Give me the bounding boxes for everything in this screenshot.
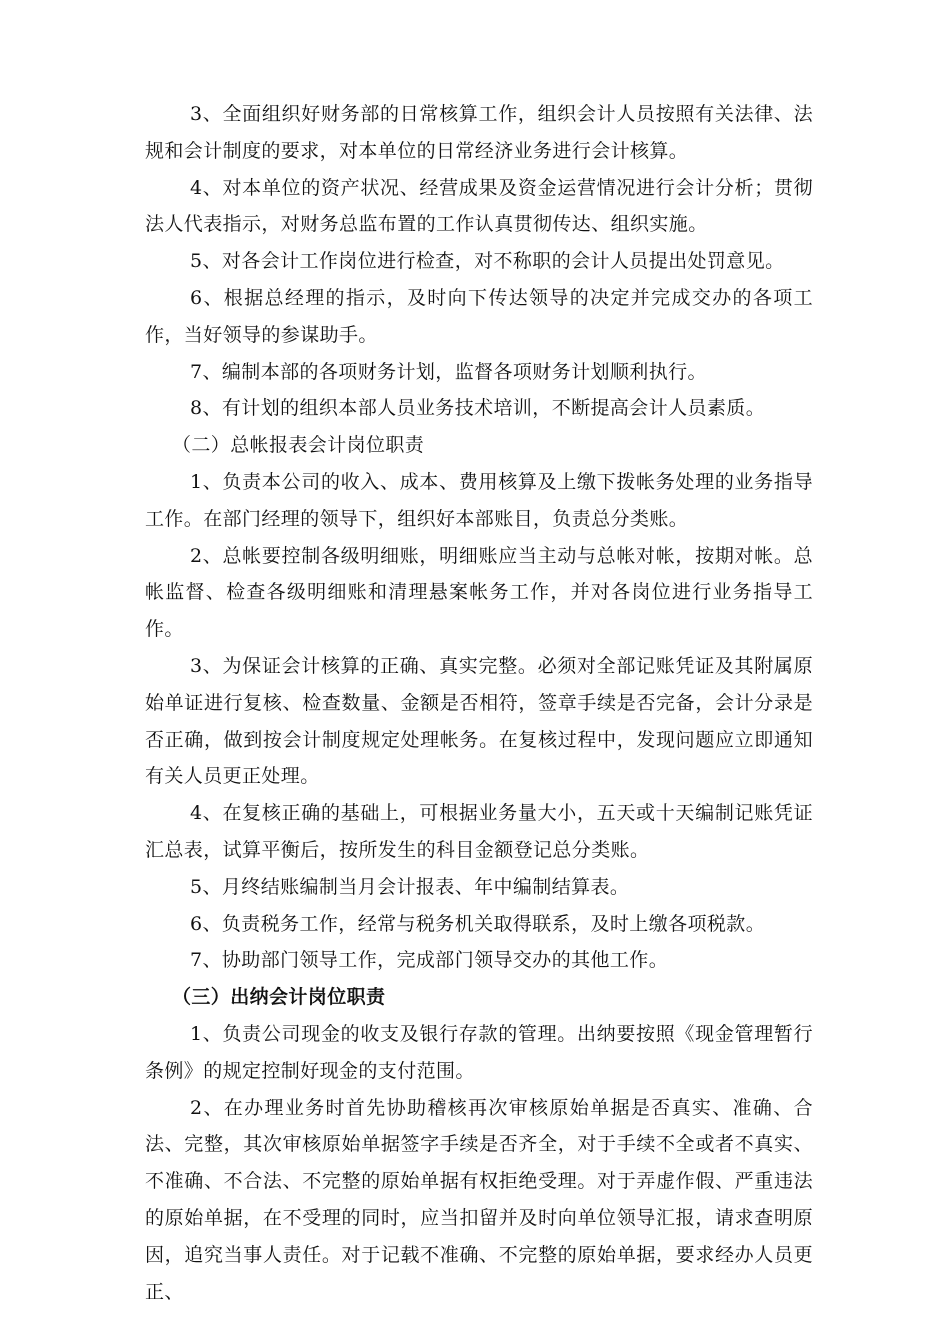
document-page — [145, 96, 813, 1310]
paragraph-item-3: 3、全面组织好财务部的日常核算工作，组织会计人员按照有关法律、法规和会计制度的要求，对本单位的日常经济业务进行会计核算。 — [145, 103, 813, 162]
gl-item-6: 6、负责税务工作，经常与税务机关取得联系，及时上缴各项税款。 — [190, 912, 766, 935]
paragraph-item-4: 4、对本单位的资产状况、经营成果及资金运营情况进行会计分析；贯彻法人代表指示，对财务总监布置的工作认真贯彻传达、组织实施。 — [145, 176, 813, 236]
cashier-item-2: 2、在办理业务时首先协助稽核再次审核原始单据是否真实、准确、合法、完整，其次审核原始单据签字手续是否齐全，对于手续不全或者不真实、不准确、不合法、不完整的原始单据有权拒绝受理。对于弄虚作假、严重违法的原始单据，在不受理的同时，应当扣留并及时向单位领导汇报，请求查明原因，追究当事人责任。对于记载不准确、不完整的原始单据，要求经办人员更正、 — [145, 1096, 813, 1303]
cashier-item-1: 1、负责公司现金的收支及银行存款的管理。出纳要按照《现金管理暂行条例》的规定控制好现金的支付范围。 — [145, 1022, 813, 1082]
gl-item-5: 5、月终结账编制当月会计报表、年中编制结算表。 — [190, 875, 630, 898]
paragraph-item-5: 5、对各会计工作岗位进行检查，对不称职的会计人员提出处罚意见。 — [190, 250, 785, 273]
gl-item-7: 7、协助部门领导工作，完成部门领导交办的其他工作。 — [190, 949, 669, 972]
gl-item-4: 4、在复核正确的基础上，可根据业务量大小，五天或十天编制记账凭证汇总表，试算平衡后，按所发生的科目金额登记总分类账。 — [145, 802, 813, 861]
gl-item-3: 3、为保证会计核算的正确、真实完整。必须对全部记账凭证及其附属原始单证进行复核、检查数量、金额是否相符，签章手续是否完备，会计分录是否正确，做到按会计制度规定处理帐务。在复核过程中，发现问题应立即通知有关人员更正处理。 — [145, 654, 813, 788]
paragraph-item-8: 8、有计划的组织本部人员业务技术培训，不断提高会计人员素质。 — [190, 397, 766, 420]
paragraph-item-7: 7、编制本部的各项财务计划，监督各项财务计划顺利执行。 — [190, 360, 707, 383]
section-heading-general-ledger: （二）总帐报表会计岗位职责 — [172, 434, 425, 457]
gl-item-1: 1、负责本公司的收入、成本、费用核算及上缴下拨帐务处理的业务指导工作。在部门经理的领导下，组织好本部账目，负责总分类账。 — [145, 470, 813, 530]
gl-item-2: 2、总帐要控制各级明细账，明细账应当主动与总帐对帐，按期对帐。总帐监督、检查各级明细账和清理悬案帐务工作，并对各岗位进行业务指导工作。 — [145, 544, 813, 641]
paragraph-item-6: 6、根据总经理的指示，及时向下传达领导的决定并完成交办的各项工作，当好领导的参谋助手。 — [145, 286, 813, 346]
section-heading-cashier: （三）出纳会计岗位职责 — [172, 986, 386, 1009]
